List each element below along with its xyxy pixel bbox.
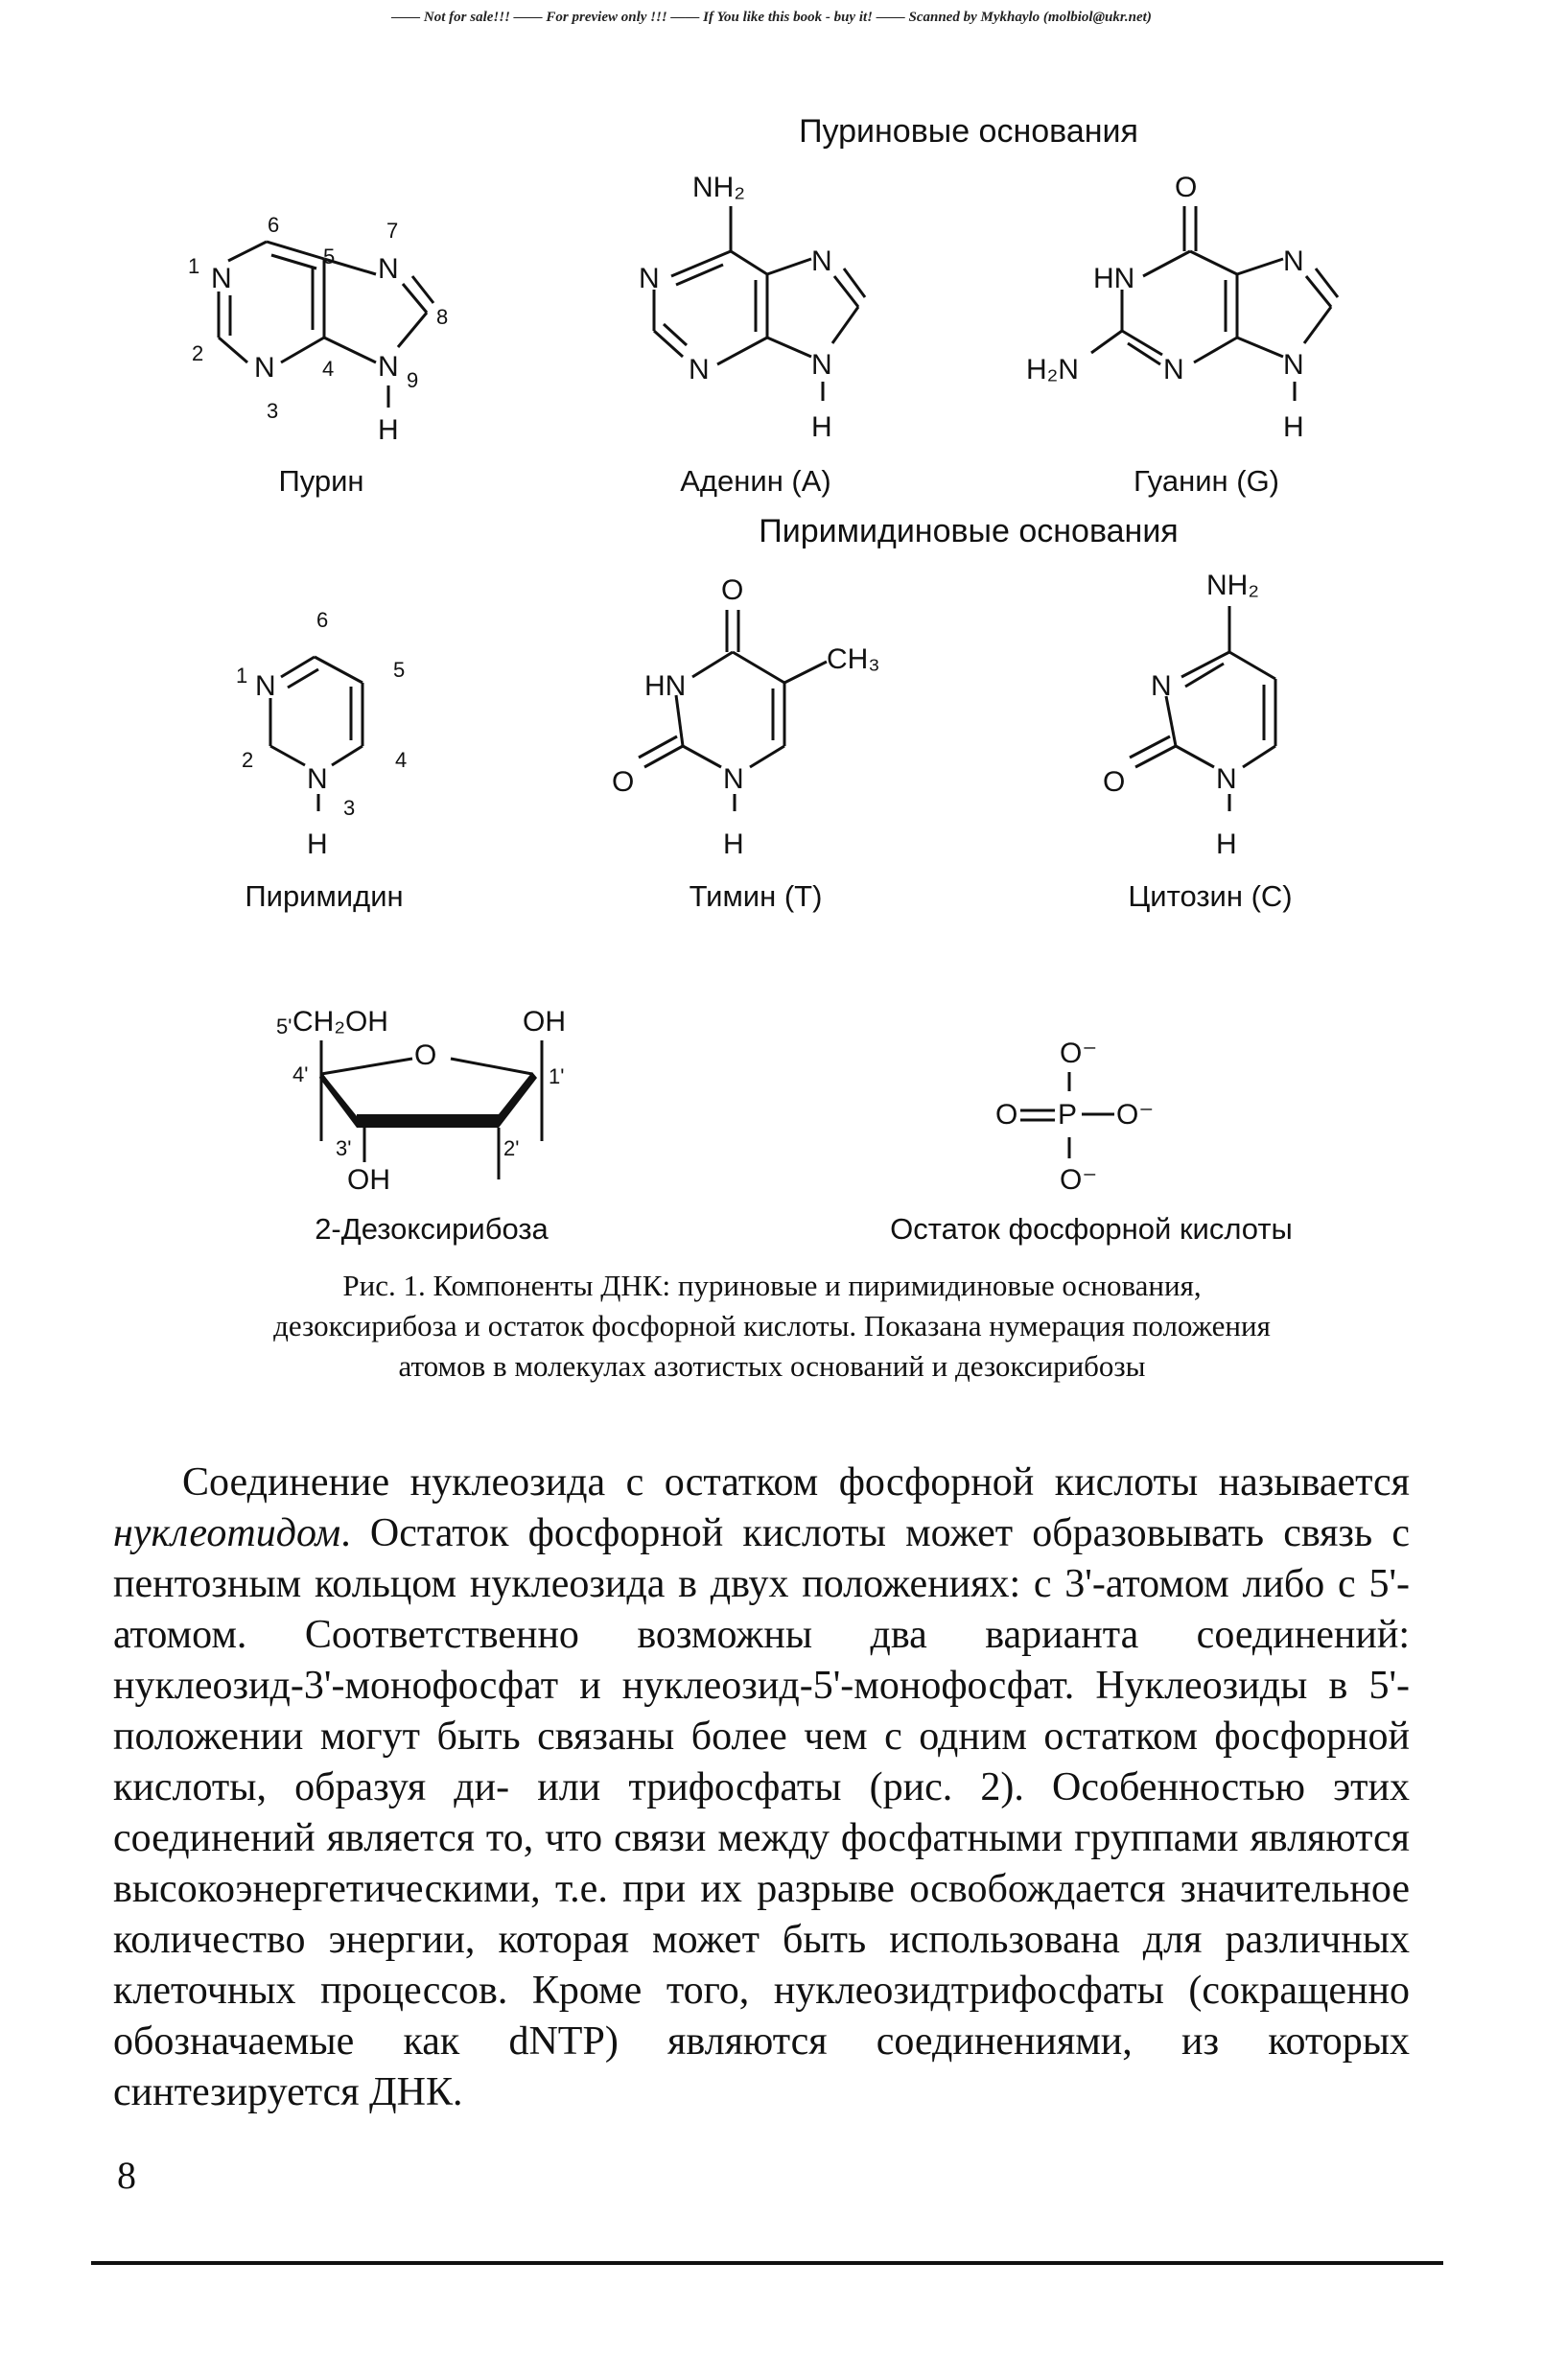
guanine-n7: N	[1283, 245, 1304, 277]
pyrimidine-name: Пиримидин	[245, 879, 404, 913]
pyrimidine-number-5: 5	[393, 658, 406, 682]
purine-n1: N	[211, 263, 232, 294]
purine-number-7: 7	[386, 219, 399, 243]
purine-number-4: 4	[322, 357, 335, 381]
caption-line-2: дезоксирибоза и остаток фосфорной кислоты. Показана нумерация положения	[273, 1309, 1271, 1342]
adenine-n3: N	[689, 354, 710, 385]
paragraph-italic-term: нуклеотидом	[113, 1511, 341, 1555]
cytosine-name: Цитозин (С)	[1128, 879, 1293, 913]
phosphate-name: Остаток фосфорной кислоты	[890, 1212, 1293, 1246]
phosphate-o-bottom: O⁻	[1060, 1164, 1098, 1196]
purine-number-9: 9	[407, 368, 419, 392]
deoxyribose-number-3: 3'	[336, 1136, 352, 1160]
cytosine-h: H	[1216, 828, 1237, 860]
phosphate-o-top: O⁻	[1060, 1038, 1098, 1069]
pyrimidine-bases-heading: Пиримидиновые основания	[759, 513, 1179, 549]
purine-bases-heading: Пуриновые основания	[799, 113, 1138, 150]
adenine-name: Аденин (А)	[680, 464, 831, 498]
adenine-n9: N	[811, 349, 832, 381]
deoxyribose-ring-o: O	[414, 1039, 437, 1071]
purine-n3: N	[254, 352, 275, 384]
adenine-n1: N	[639, 263, 660, 294]
cytosine-nh2: NH₂	[1206, 570, 1259, 601]
phosphate-o-right: O⁻	[1116, 1099, 1155, 1131]
thymine-hn: HN	[644, 670, 687, 702]
deoxyribose-number-5: 5'	[276, 1015, 292, 1038]
pyrimidine-n1: N	[255, 670, 276, 702]
thymine-structure	[612, 574, 880, 860]
figure-caption	[125, 1266, 1419, 1387]
purine-number-3: 3	[267, 399, 279, 423]
purine-number-6: 6	[268, 213, 280, 237]
phosphate-p: P	[1058, 1099, 1078, 1131]
watermark-banner: —— Not for sale!!! —— For preview only !!! —— If You like this book - buy it! —— Scanned by Mykhaylo (molbiol@ukr.net)	[391, 10, 1152, 25]
pyrimidine-number-4: 4	[395, 748, 408, 772]
pyrimidine-number-6: 6	[316, 608, 329, 632]
page-number: 8	[117, 2154, 136, 2197]
deoxyribose-ch2oh: CH₂OH	[292, 1006, 388, 1038]
pyrimidine-n3: N	[307, 763, 328, 795]
thymine-name: Тимин (Т)	[689, 879, 823, 913]
purine-structure	[188, 213, 448, 446]
purine-number-1: 1	[188, 254, 200, 278]
deoxyribose-structure	[276, 1006, 566, 1196]
purine-h: H	[378, 414, 399, 446]
phosphate-o-double: O	[995, 1099, 1018, 1131]
pyrimidine-number-3: 3	[343, 796, 356, 820]
footer-rule	[91, 2261, 1443, 2265]
purine-number-5: 5	[323, 245, 336, 268]
body-paragraph	[113, 1458, 1410, 2118]
adenine-nh2: NH₂	[692, 172, 745, 203]
adenine-n7: N	[811, 245, 832, 277]
pyrimidine-number-2: 2	[242, 748, 254, 772]
cytosine-n3: N	[1151, 670, 1172, 702]
caption-line-1: Рис. 1. Компоненты ДНК: пуриновые и пиримидиновые основания,	[342, 1269, 1202, 1302]
adenine-structure	[639, 172, 865, 443]
guanine-h2n: H₂N	[1026, 354, 1079, 385]
thymine-h: H	[723, 828, 744, 860]
cytosine-n1: N	[1216, 763, 1237, 795]
deoxyribose-number-4: 4'	[292, 1062, 309, 1086]
thymine-o-left: O	[612, 766, 635, 798]
phosphate-structure	[995, 1038, 1154, 1196]
guanine-name: Гуанин (G)	[1133, 464, 1280, 498]
purine-number-8: 8	[436, 305, 449, 329]
deoxyribose-oh-3: OH	[347, 1164, 390, 1196]
paragraph-text-start: Соединение нуклеозида с остатком фосфорной кислоты называется	[182, 1460, 1410, 1505]
guanine-n9: N	[1283, 349, 1304, 381]
guanine-n3: N	[1163, 354, 1184, 385]
deoxyribose-name: 2-Дезоксирибоза	[315, 1212, 549, 1246]
pyrimidine-structure	[236, 608, 407, 860]
purine-n7: N	[378, 253, 399, 285]
thymine-o-top: O	[721, 574, 744, 606]
paragraph-text-rest: . Остаток фосфорной кислоты может образовывать связь с пентозным кольцом нуклеозида в двух положениях: с 3'-атомом либо с 5'-атомом. Соответственно возможны два варианта соединений: нуклеозид-3'-монофосфат и нуклеозид-5'-монофосфат. Нуклеозиды в 5'-положении могут быть связаны более чем с одним остатком фосфорной кислоты, образуя ди- или трифосфаты (рис. 2). Особенностью этих соединений является то, что связи между фосфатными группами являются высокоэнергетическими, т.е. при их разрыве освобождается значительное количество энергии, которая может быть использована для различных клеточных процессов. Кроме того, нуклеозидтрифосфаты (сокращенно обозначаемые как dNTP) являются соединениями, из которых синтезируется ДНК.	[113, 1511, 1410, 2114]
adenine-h: H	[811, 411, 832, 443]
deoxyribose-oh-anomeric: OH	[523, 1006, 566, 1038]
guanine-hn: HN	[1093, 263, 1135, 294]
pyrimidine-h: H	[307, 828, 328, 860]
deoxyribose-number-2: 2'	[503, 1136, 520, 1160]
guanine-o: O	[1175, 172, 1198, 203]
guanine-h: H	[1283, 411, 1304, 443]
pyrimidine-number-1: 1	[236, 664, 248, 688]
deoxyribose-number-1: 1'	[549, 1064, 565, 1088]
caption-line-3: атомов в молекулах азотистых оснований и дезоксирибозы	[398, 1349, 1146, 1383]
purine-name: Пурин	[278, 464, 364, 498]
thymine-n1: N	[723, 763, 744, 795]
purine-number-2: 2	[192, 341, 204, 365]
thymine-ch3: CH₃	[827, 643, 880, 675]
cytosine-structure	[1103, 570, 1275, 860]
cytosine-o: O	[1103, 766, 1126, 798]
guanine-structure	[1026, 172, 1338, 443]
purine-n9: N	[378, 351, 399, 383]
